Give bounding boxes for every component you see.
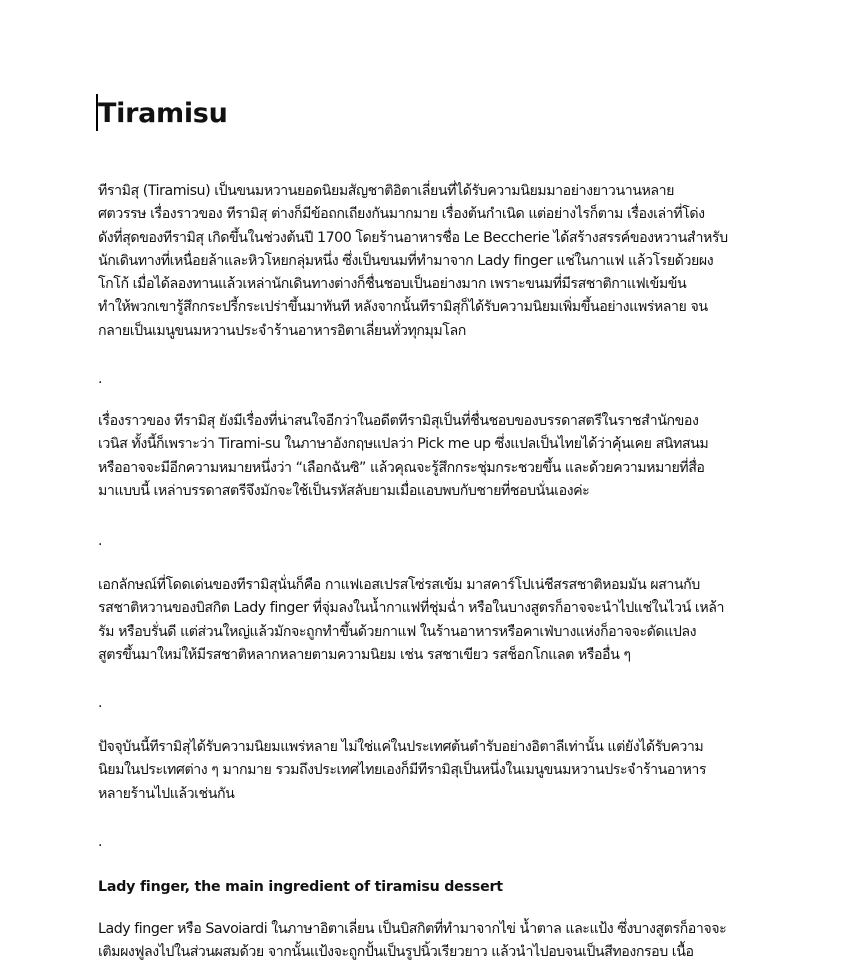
paragraph-line: กลายเป็นเมนูขนมหวานประจำร้านอาหารอิตาเลี่ยนทั่วทุกมุมโลก [98,322,466,339]
paragraph-line: โกโก้ เมื่อได้ลองทานแล้วเหล่านักเดินทางต่างก็ชื่นชอบเป็นอย่างมาก เพราะขนมที่มีรสชาติกาแฟเข้มข้น [98,276,687,293]
paragraph-line: เอกลักษณ์ที่โดดเด่นของทีรามิสุนั่นก็คือ กาแฟเอสเปรสโซ่รสเข้ม มาสคาร์โปเน่ชีสรสชาติหอมมัน ผสานกับ [98,577,700,593]
paragraph-4 [98,736,706,806]
paragraph-line: มาแบบนี้ เหล่าบรรดาสตรีจึงมักจะใช้เป็นรหัสลับยามเมื่อแอบพบกับชายที่ชอบนั่นเองค่ะ [98,482,590,499]
paragraph-2 [98,410,708,503]
paragraph-line: เรื่องราวของ ทีรามิสุ ยังมีเรื่องที่น่าสนใจอีกว่าในอดีตทีรามิสุเป็นที่ชื่นชอบของบรรดาสตรีในราชสำนักของ [98,413,699,429]
paragraph-line: นิยมในประเทศต่าง ๆ มากมาย รวมถึงประเทศไทยเองก็มีทีรามิสุเป็นหนึ่งในเมนูขนมหวานประจำร้านอาหาร [98,762,707,779]
paragraph-line: รัม หรือบรั่นดี แต่ส่วนใหญ่แล้วมักจะถูกทำขึ้นด้วยกาแฟ ในร้านอาหารหรือคาเฟ่บางแห่งก็อาจจะดัดแปลง [98,623,697,640]
paragraph-line: ทำให้พวกเขารู้สึกกระปรี้กระเปร่าขึ้นมาทันที หลังจากนั้นทีรามิสุก็ได้รับความนิยมเพิ่มขึ้นอย่างแพร่หลาย จน [98,299,708,316]
separator-dot: . [98,834,103,850]
paragraph-line: หรืออาจจะมีอีกความหมายหนึ่งว่า “เลือกฉันซิ” แล้วคุณจะรู้สึกกระชุ่มกระชวยขึ้น และด้วยความหมายที่สื่อ [98,459,705,476]
paragraph-line: ศตวรรษ เรื่องราวของ ทีรามิสุ ต่างก็มีข้อถกเถียงกันมากมาย เรื่องต้นกำเนิด แต่อย่างไรก็ตาม เรื่องเล่าที่โด่ง [98,206,705,223]
separator-dot: . [98,533,103,549]
paragraph-line: นักเดินทางที่เหนื่อยล้าและหิวโหยกลุ่มหนึ่ง ซึ่งเป็นขนมที่ทำมาจาก Lady finger แช่ในกาแฟ แล้วโรยด้วยผง [98,252,714,269]
paragraph-line: สูตรขึ้นมาใหม่ให้มีรสชาติหลากหลายตามความนิยม เช่น รสชาเขียว รสช็อกโกแลต หรืออื่น ๆ [98,646,631,663]
paragraph-line: รสชาติหวานของบิสกิต Lady finger ที่จุ่มลงในน้ำกาแฟที่ชุ่มฉ่ำ หรือในบางสูตรก็อาจจะนำไปแช่ในไวน์ เหล้า [98,600,724,617]
page-title: Tiramisu [98,98,228,129]
paragraph-line: เวนิส ทั้งนี้ก็เพราะว่า Tirami-su ในภาษาอังกฤษแปลว่า Pick me up ซึ่งแปลเป็นไทยได้ว่าคุ้นเคย สนิทสนม [98,436,709,453]
paragraph-1 [98,180,728,343]
paragraph-3 [98,574,724,667]
paragraph-line: Lady finger หรือ Savoiardi ในภาษาอิตาเลี่ยน เป็นบิสกิตที่ทำมาจากไข่ น้ำตาล และแป้ง ซึ่งบางสูตรก็อาจจะ [98,921,727,937]
paragraph-line: เติมผงฟูลงไปในส่วนผสมด้วย จากนั้นแป้งจะถูกปั้นเป็นรูปนิ้วเรียวยาว แล้วนำไปอบจนเป็นสีทองกรอบ เนื้อ [98,944,694,961]
paragraph-line: ปัจจุบันนี้ทีรามิสุได้รับความนิยมแพร่หลาย ไม่ใช่แค่ในประเทศต้นตำรับอย่างอิตาลีเท่านั้น แต่ยังได้รับความ [98,739,704,755]
paragraph-line: ทีรามิสุ (Tiramisu) เป็นขนมหวานยอดนิยมสัญชาติอิตาเลี่ยนที่ได้รับความนิยมมาอย่างยาวนานหลาย [98,183,674,199]
paragraph-line: หลายร้านไปแล้วเช่นกัน [98,785,235,802]
paragraph-line: ดังที่สุดของทีรามิสุ เกิดขึ้นในช่วงต้นปี 1700 โดยร้านอาหารชื่อ Le Beccherie ได้สร้างสรรค์ของหวานสำหรับ [98,229,728,246]
paragraph-5 [98,918,726,965]
separator-dot: . [98,371,103,387]
section-subheading: Lady finger, the main ingredient of tiramisu dessert [98,879,503,895]
separator-dot: . [98,695,103,711]
